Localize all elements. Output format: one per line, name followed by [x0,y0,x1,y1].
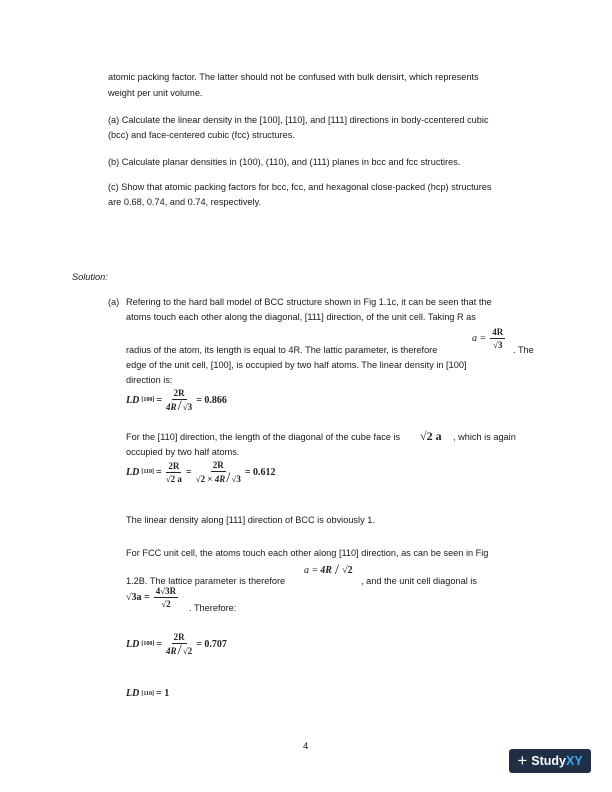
four-r: 4R [166,402,177,412]
question-a-line: (a) Calculate the linear density in the [100], [110], and [111] directions in body-ccentered cubic [108,115,489,125]
ld-subscript: [110] [141,690,155,697]
slash: / [177,642,182,658]
solution-line: direction is: [126,375,173,385]
slash: / [226,470,231,486]
slash: / [177,398,182,414]
question-b-line: (b) Calculate planar densities in (100), (110), and (111) planes in bcc and fcc structires. [108,157,461,167]
numerator: 4R [492,327,504,337]
question-c-line: (c) Show that atomic packing factors for bcc, fcc, and hexagonal close-packed (hcp) structures [108,182,492,192]
question-a-line: (bcc) and face-centered cubic (fcc) structures. [108,130,295,140]
intro-line: weight per unit volume. [108,88,203,98]
a-label: a = [304,565,319,576]
ld-symbol: LD [126,688,140,699]
solution-line: For the [110] direction, the length of the diagonal of the cube face is [126,432,401,442]
four-r: 4R [214,474,226,484]
a-label: a = [472,333,487,344]
value: = 0.707 [196,638,227,650]
denominator: √2 a [165,473,182,484]
denominator [166,400,192,412]
lattice-formula-bcc [472,327,507,350]
fraction [196,460,241,484]
denominator: √2 [161,599,171,609]
ld-subscript: [100] [141,641,155,647]
solution-heading: Solution: [72,272,108,282]
numerator: 2R [212,460,224,470]
ld-subscript: [100] [141,397,155,403]
ld-symbol: LD [126,466,140,478]
denominator [166,644,192,656]
sqrt3: √3 [231,474,241,484]
fraction [166,632,192,656]
value: = 1 [156,688,170,699]
ld-symbol: LD [126,638,140,650]
solution-line: 1.2B. The lattice parameter is therefore [126,576,286,586]
equation-ld100-fcc [126,632,227,656]
intro-line: atomic packing factor. The latter should not be confused with bulk densirt, which represents [108,72,479,82]
equals-sign: = [185,466,192,478]
equation-ld110-fcc [126,688,169,699]
equation-ld100-bcc [126,388,227,412]
equals-sign: = [156,466,162,478]
equals-sign: = [156,638,163,650]
brand-name [531,754,582,768]
sqrt2-times: √2 × [195,474,213,484]
four-r: 4R [320,565,332,576]
solution-line: occupied by two half atoms. [126,447,240,457]
solution-line: radius of the atom, its length is equal to 4R. The lattic parameter, is therefore [126,345,438,355]
solution-line: , and the unit cell diagonal is [361,576,477,586]
sqrt2: √2 [342,565,353,576]
brand-name-xy: XY [565,754,583,768]
page-number: 4 [303,741,309,752]
solution-line: , which is again [453,432,516,442]
sqrt2: √2 [182,646,193,656]
solution-line: The linear density along [111] direction of BCC is obviously 1. [126,515,375,525]
lattice-formula-fcc [304,562,353,579]
numerator: 2R [173,388,185,398]
list-marker: (a) [108,297,120,307]
solution-line: For FCC unit cell, the atoms touch each other along [110] direction, as can be seen in Fig [126,548,489,558]
sqrt3: √3 [182,402,193,412]
sqrt3a: √3a = [126,592,150,603]
ld-subscript: [110] [141,469,155,475]
sqrt2a-inline: √2 a [420,429,442,443]
brand-name-study: Study [531,754,566,768]
ld-symbol: LD [126,394,140,406]
value: = 0.612 [244,466,276,478]
denominator [196,472,241,484]
solution-line: . Therefore: [189,603,237,613]
solution-line: edge of the unit cell, [100], is occupied by two half atoms. The linear density in [100] [126,360,467,370]
solution-line: . The [513,345,534,355]
value: = 0.866 [196,394,227,406]
studyxy-logo[interactable] [509,749,591,773]
question-c-line: are 0.68, 0.74, and 0.74, respectively. [108,197,262,207]
numerator: 2R [173,632,185,642]
denominator: √3 [493,340,503,350]
numerator: 2R [168,460,180,471]
numerator: 4√3R [155,586,177,596]
four-r: 4R [166,646,177,656]
plus-icon: + [517,750,528,770]
equals-sign: = [156,394,163,406]
equation-diagonal-fcc [126,586,180,609]
fraction [166,388,192,412]
solution-line: Refering to the hard ball model of BCC structure shown in Fig 1.1c, it can be seen that the [126,297,492,307]
equation-ld110-bcc [126,460,276,484]
fraction [154,586,178,609]
fraction [490,327,505,350]
solution-line: atoms touch each other along the diagonal, [111] direction, of the unit cell. Taking R as [126,312,476,322]
slash: / [334,562,340,578]
fraction [166,461,182,484]
